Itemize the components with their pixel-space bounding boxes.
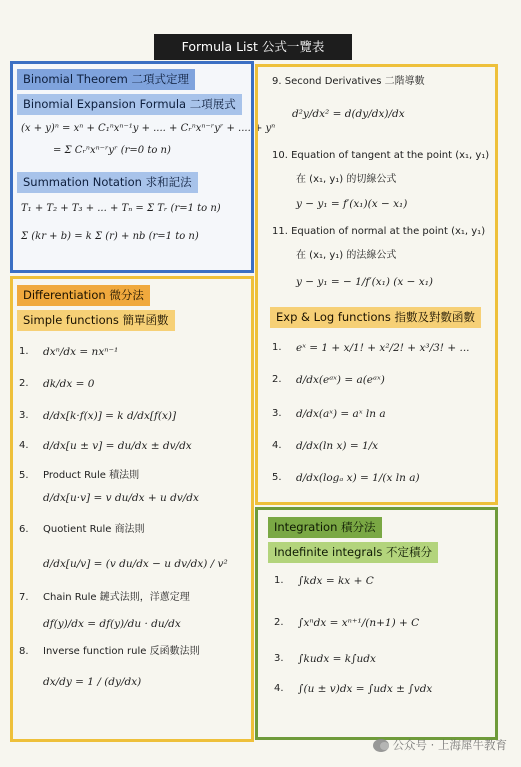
explog-item-expr: eˣ = 1 + x/1! + x²/2! + x³/3! + ... [296, 342, 470, 354]
second-derivatives-label: 9. Second Derivatives 二階導數 [272, 76, 425, 87]
tangent-expr: y − y₁ = f′(x₁)(x − x₁) [296, 198, 408, 210]
normal-sub: 在 (x₁, y₁) 的法線公式 [296, 250, 397, 261]
diff-item-expr: d/dx[u ± v] = du/dx ± dv/dx [43, 440, 192, 452]
integration-item-expr: ∫kdx = kx + C [298, 575, 374, 587]
explog-item-number: 2. [272, 374, 282, 385]
indefinite-integrals-subheading: Indefinite integrals 不定積分 [268, 542, 438, 563]
diff-item-number: 2. [19, 378, 29, 389]
inverse-function-expr: dx/dy = 1 / (dy/dx) [43, 676, 142, 688]
explog-item-number: 4. [272, 440, 282, 451]
explog-item-expr: d/dx(logₐ x) = 1/(x ln a) [296, 472, 420, 484]
binomial-expansion-line2: = Σ Cᵣⁿxⁿ⁻ʳyʳ (r=0 to n) [53, 145, 171, 156]
integration-heading: Integration 積分法 [268, 517, 382, 538]
binomial-expansion-subheading: Binomial Expansion Formula 二項展式 [17, 94, 242, 115]
quotient-rule-label: Quotient Rule 商法則 [43, 524, 145, 535]
explog-item-expr: d/dx(aˣ) = aˣ ln a [296, 408, 386, 420]
integration-item-expr: ∫(u ± v)dx = ∫udx ± ∫vdx [298, 683, 433, 695]
binomial-expansion-line1: (x + y)ⁿ = xⁿ + C₁ⁿxⁿ⁻¹y + .... + Cᵣⁿxⁿ⁻ʳyʳ + .... + yⁿ [21, 123, 276, 134]
integration-item-number: 2. [274, 617, 284, 628]
simple-functions-subheading: Simple functions 簡單函數 [17, 310, 175, 331]
summation-line2: Σ (kr + b) = k Σ (r) + nb (r=1 to n) [21, 231, 199, 242]
product-rule-label: Product Rule 積法則 [43, 470, 140, 481]
diff-item-expr: dxⁿ/dx = nxⁿ⁻¹ [43, 346, 119, 358]
diff-item-number: 6. [19, 524, 29, 535]
integration-item-number: 4. [274, 683, 284, 694]
diff-item-number: 5. [19, 470, 29, 481]
normal-expr: y − y₁ = − 1/f′(x₁) (x − x₁) [296, 276, 434, 288]
integration-item-number: 1. [274, 575, 284, 586]
binomial-heading: Binomial Theorem 二項式定理 [17, 69, 195, 90]
chain-rule-label: Chain Rule 鏈式法則，洋蔥定理 [43, 592, 190, 603]
diff-item-number: 8. [19, 646, 29, 657]
page-title: Formula List 公式一覽表 [154, 34, 352, 60]
tangent-sub: 在 (x₁, y₁) 的切線公式 [296, 174, 397, 185]
explog-item-number: 5. [272, 472, 282, 483]
integration-item-expr: ∫kudx = k∫udx [298, 653, 376, 665]
explog-item-number: 1. [272, 342, 282, 353]
normal-label: 11. Equation of normal at the point (x₁, y₁) [272, 226, 486, 237]
summation-subheading: Summation Notation 求和記法 [17, 172, 198, 193]
diff-item-number: 4. [19, 440, 29, 451]
wechat-icon [373, 739, 389, 752]
quotient-rule-expr: d/dx[u/v] = (v du/dx − u dv/dx) / v² [43, 558, 228, 570]
differentiation-heading: Differentiation 微分法 [17, 285, 150, 306]
diff-item-expr: dk/dx = 0 [43, 378, 95, 390]
explog-item-number: 3. [272, 408, 282, 419]
watermark [373, 737, 507, 753]
differentiation-section [10, 276, 254, 742]
diff-item-number: 7. [19, 592, 29, 603]
diff-item-expr: d/dx[k·f(x)] = k d/dx[f(x)] [43, 410, 177, 422]
second-derivatives-expr: d²y/dx² = d(dy/dx)/dx [292, 108, 405, 120]
diff-item-number: 1. [19, 346, 29, 357]
watermark-text: 公众号 · 上海犀牛教育 [392, 738, 507, 752]
chain-rule-expr: df(y)/dx = df(y)/du · du/dx [43, 618, 181, 630]
product-rule-expr: d/dx[u·v] = v du/dx + u dv/dx [43, 492, 199, 504]
explog-item-expr: d/dx(eᵃˣ) = a(eᵃˣ) [296, 374, 385, 386]
integration-item-number: 3. [274, 653, 284, 664]
second-derivative-section [255, 64, 498, 505]
diff-item-number: 3. [19, 410, 29, 421]
explog-item-expr: d/dx(ln x) = 1/x [296, 440, 379, 452]
tangent-label: 10. Equation of tangent at the point (x₁, y₁) [272, 150, 490, 161]
binomial-section [10, 61, 276, 273]
inverse-function-label: Inverse function rule 反函數法則 [43, 646, 200, 657]
integration-section [255, 507, 498, 740]
explog-heading: Exp & Log functions 指數及對數函數 [270, 307, 481, 328]
summation-line1: T₁ + T₂ + T₃ + ... + Tₙ = Σ Tᵣ (r=1 to n) [21, 203, 221, 214]
integration-item-expr: ∫xⁿdx = xⁿ⁺¹/(n+1) + C [298, 617, 420, 629]
